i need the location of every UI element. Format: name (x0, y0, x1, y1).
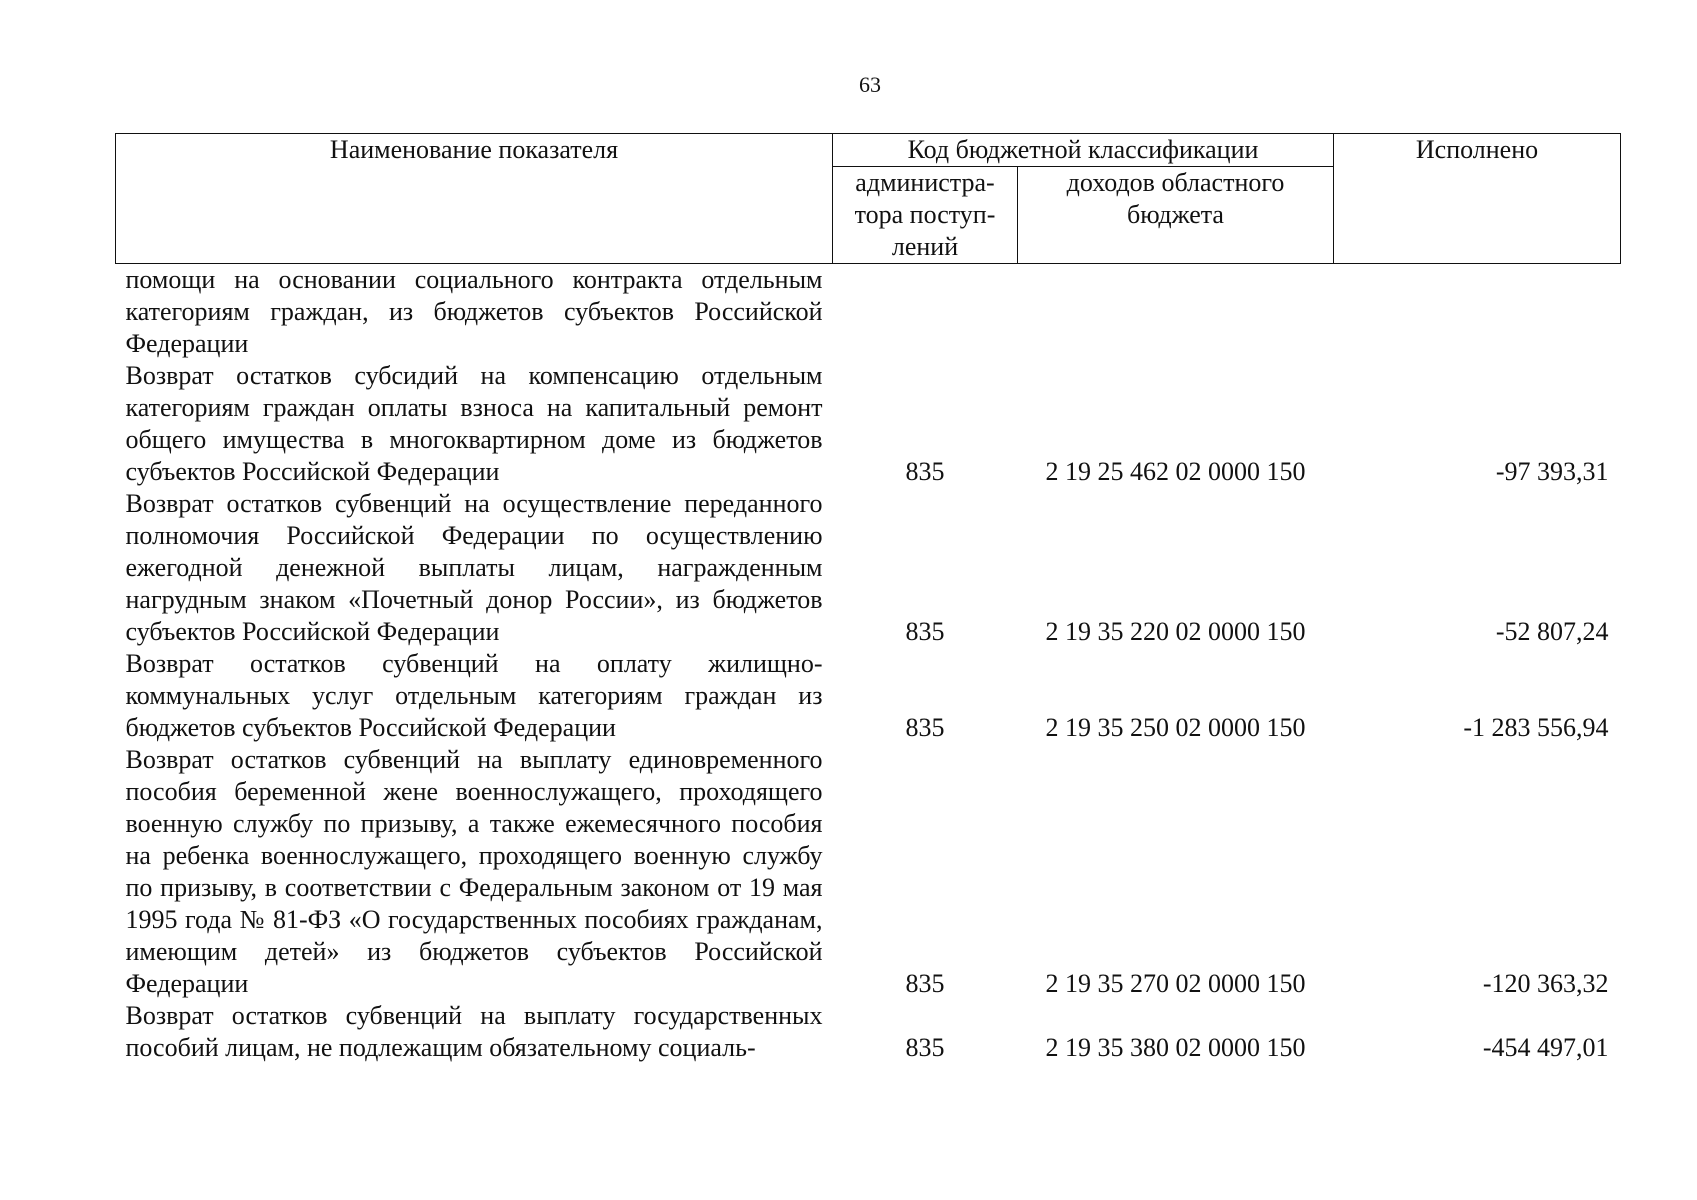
executed-value: -454 497,01 (1482, 1033, 1609, 1062)
budget-code: 2 19 25 462 02 0000 150 (1045, 457, 1306, 486)
admin-code: 835 (905, 969, 945, 998)
header-budget-code-group: Код бюджетной классификации (833, 134, 1334, 167)
executed-value: -52 807,24 (1495, 617, 1609, 646)
header-indicator-name: Наименование показателя (116, 134, 833, 264)
table-row (116, 360, 1621, 488)
budget-table (115, 133, 1621, 1064)
budget-code: 2 19 35 380 02 0000 150 (1045, 1033, 1306, 1062)
admin-code: 835 (905, 1033, 945, 1062)
executed-value: -1 283 556,94 (1463, 713, 1609, 742)
budget-code: 2 19 35 250 02 0000 150 (1045, 713, 1306, 742)
budget-code: 2 19 35 220 02 0000 150 (1045, 617, 1306, 646)
table-row (116, 1000, 1621, 1064)
header-revenue-code (1018, 167, 1334, 264)
executed-value (1334, 264, 1621, 361)
admin-code: 835 (905, 457, 945, 486)
header-executed: Исполнено (1334, 134, 1621, 264)
indicator-name: Возврат остатков субвенций на оплату жилищно-коммунальных услуг отдельным категориям граждан из бюджетов субъектов Российской Федерации (125, 649, 823, 742)
header-admin-line-3: лений (891, 232, 959, 261)
indicator-name: Возврат остатков субвенций на выплату единовременного пособия беременной жене военнослужащего, проходящего военную службу по призыву, а также ежемесячного пособия на ребенка военнослужащего, проходящего военную службу по призыву, в соответствии с Федеральным законом от 19 мая 1995 года № 81-ФЗ «О государственных пособиях гражданам, имеющим детей» из бюджетов субъектов Российской Федерации (125, 745, 823, 998)
executed-value: -120 363,32 (1482, 969, 1609, 998)
indicator-name: помощи на основании социального контракта отдельным категориям граждан, из бюджетов субъектов Российской Федерации (125, 265, 823, 358)
header-revenue-line-1: доходов областного (1066, 168, 1285, 197)
budget-code (1018, 264, 1334, 361)
admin-code: 835 (905, 617, 945, 646)
indicator-name: Возврат остатков субвенций на выплату государственных пособий лицам, не подлежащим обязательному социаль- (125, 1001, 823, 1062)
table-row (116, 648, 1621, 744)
table-row (116, 264, 1621, 361)
budget-code: 2 19 35 270 02 0000 150 (1045, 969, 1306, 998)
header-revenue-line-2: бюджета (1127, 200, 1224, 229)
executed-value: -97 393,31 (1495, 457, 1609, 486)
table-row (116, 488, 1621, 648)
header-admin-code (833, 167, 1018, 264)
indicator-name: Возврат остатков субсидий на компенсацию отдельным категориям граждан оплаты взноса на капитальный ремонт общего имущества в многоквартирном доме из бюджетов субъектов Российской Федерации (125, 361, 823, 486)
table-row (116, 744, 1621, 1000)
indicator-name: Возврат остатков субвенций на осуществление переданного полномочия Российской Федерации по осуществлению ежегодной денежной выплаты лицам, награжденным нагрудным знаком «Почетный донор России», из бюджетов субъектов Российской Федерации (125, 489, 823, 646)
header-admin-line-2: тора поступ- (854, 200, 996, 229)
header-admin-line-1: администра- (855, 168, 995, 197)
admin-code: 835 (905, 713, 945, 742)
admin-code (833, 264, 1018, 361)
page-number: 63 (859, 72, 881, 97)
